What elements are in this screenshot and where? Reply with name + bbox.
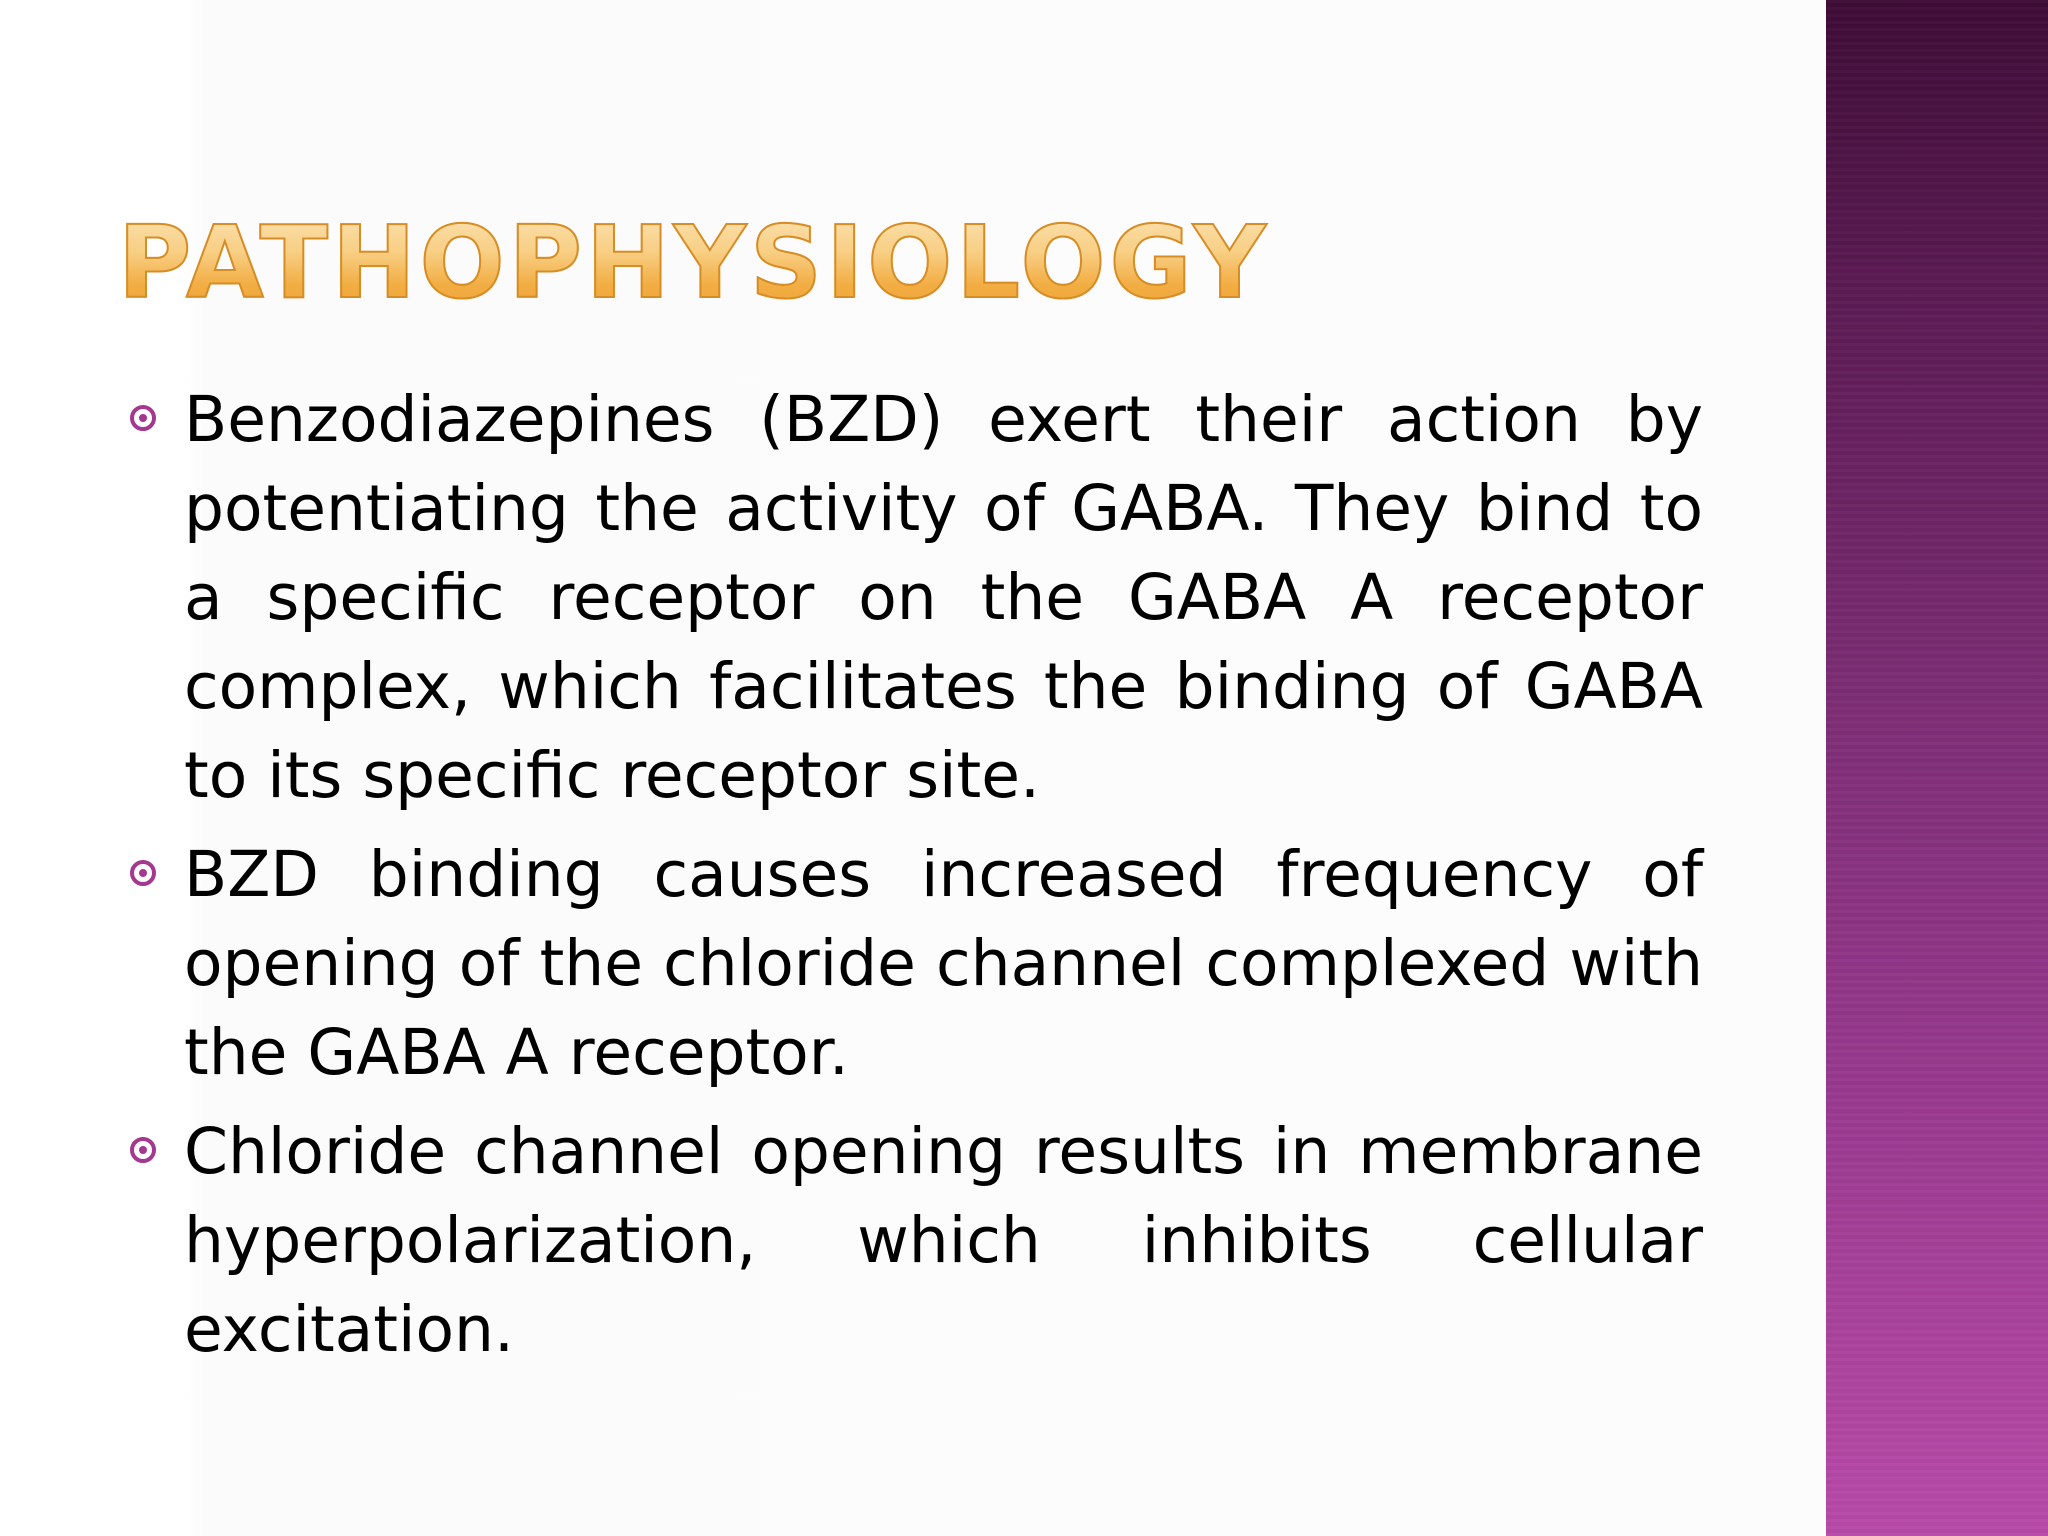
decorative-side-band (1826, 0, 2048, 1536)
target-bullet-icon (130, 1137, 156, 1163)
bullet-text: Benzodiazepines (BZD) exert their action by potentiating the activity of GABA. They bind to a specific receptor on the GABA A receptor complex, which facilitates the binding of GABA to its specific receptor site. (184, 383, 1703, 812)
bullet-item (128, 830, 1703, 1097)
bullet-text: BZD binding causes increased frequency of opening of the chloride channel complexed with the GABA A receptor. (184, 838, 1703, 1089)
bullet-list (128, 375, 1703, 1384)
target-bullet-icon (130, 405, 156, 431)
bullet-item (128, 1107, 1703, 1374)
bullet-text: Chloride channel opening results in membrane hyperpolarization, which inhibits cellular excitation. (184, 1115, 1703, 1366)
target-bullet-icon (130, 860, 156, 886)
slide-title: PATHOPHYSIOLOGY (118, 204, 1270, 321)
bullet-item (128, 375, 1703, 820)
